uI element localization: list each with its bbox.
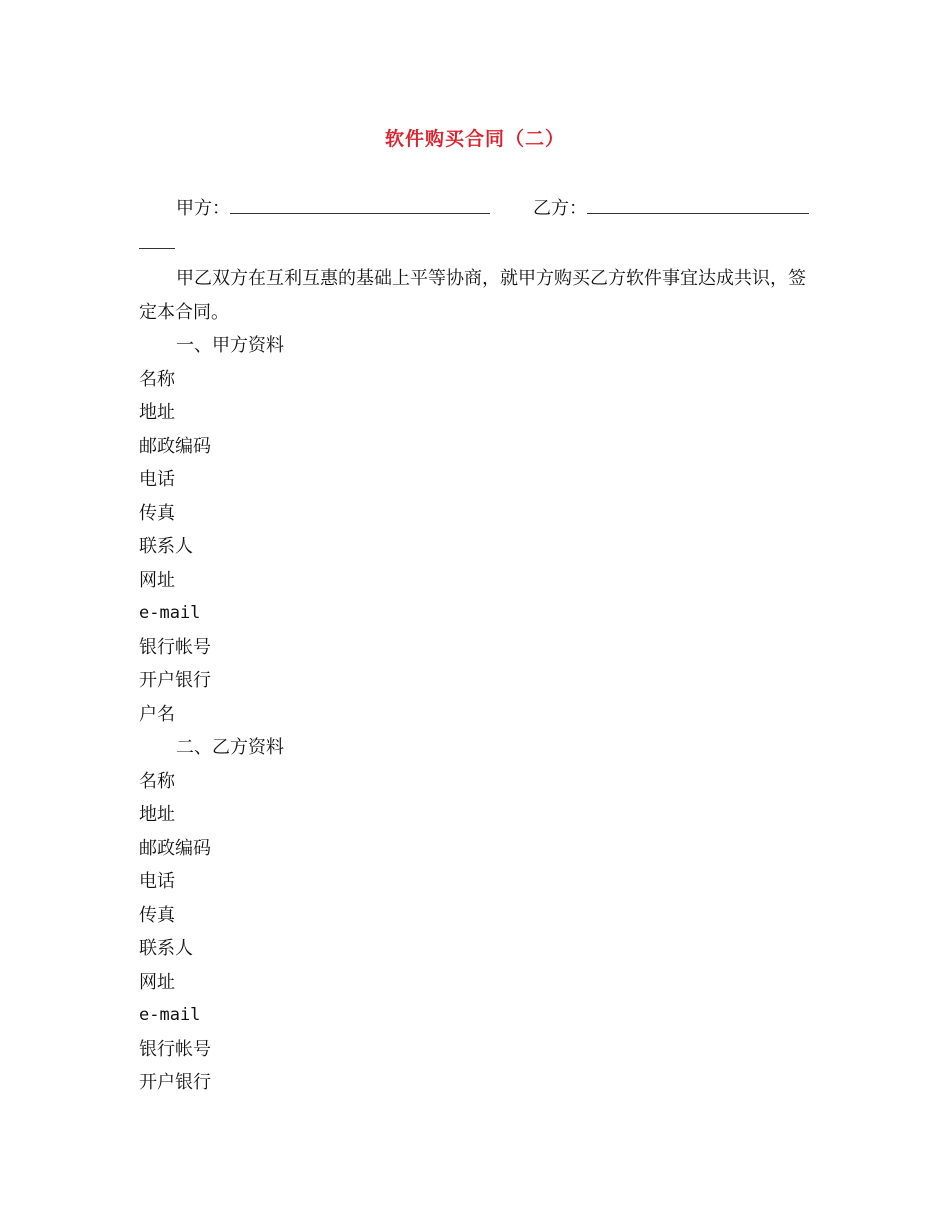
section-b-field-name: 名称 — [139, 770, 175, 792]
section-a-field-name: 名称 — [139, 368, 175, 390]
section-a-field-postcode: 邮政编码 — [139, 435, 211, 457]
section-b-field-bank-account: 银行帐号 — [139, 1038, 211, 1060]
section-a-field-address: 地址 — [139, 402, 175, 423]
section-b-field-fax: 传真 — [139, 904, 175, 926]
parties-line — [176, 194, 816, 218]
party-b-label: 乙方： — [533, 198, 587, 219]
section-b-field-address: 地址 — [139, 804, 175, 825]
section-a-heading: 一、甲方资料 — [176, 335, 284, 356]
intro-paragraph: 甲乙双方在互利互惠的基础上平等协商，就甲方购买乙方软件事宜达成共识，签定本合同。 — [139, 268, 806, 323]
section-a-field-fax: 传真 — [139, 502, 175, 524]
section-a-field-account-name: 户名 — [139, 703, 175, 725]
party-b-blank — [587, 197, 809, 214]
section-a-field-website: 网址 — [139, 569, 175, 591]
section-b-field-bank: 开户银行 — [139, 1072, 211, 1093]
document-title: 软件购买合同（二） — [384, 128, 565, 150]
section-b-field-contact: 联系人 — [139, 938, 193, 959]
party-a — [176, 194, 490, 220]
blank-continuation-line — [139, 248, 175, 249]
section-a-field-bank-account: 银行帐号 — [139, 636, 211, 658]
section-a-field-email: e-mail — [139, 603, 201, 623]
section-b-heading: 二、乙方资料 — [176, 737, 284, 758]
section-b-field-phone: 电话 — [139, 871, 175, 892]
party-a-blank — [230, 197, 490, 214]
contract-body — [139, 262, 811, 1100]
section-a-field-bank: 开户银行 — [139, 670, 211, 691]
section-b-field-website: 网址 — [139, 971, 175, 993]
party-a-label: 甲方： — [176, 198, 230, 219]
section-a-field-phone: 电话 — [139, 469, 175, 490]
section-b-field-postcode: 邮政编码 — [139, 837, 211, 859]
section-a-field-contact: 联系人 — [139, 536, 193, 557]
party-b — [533, 194, 809, 220]
section-b-field-email: e-mail — [139, 1005, 201, 1025]
